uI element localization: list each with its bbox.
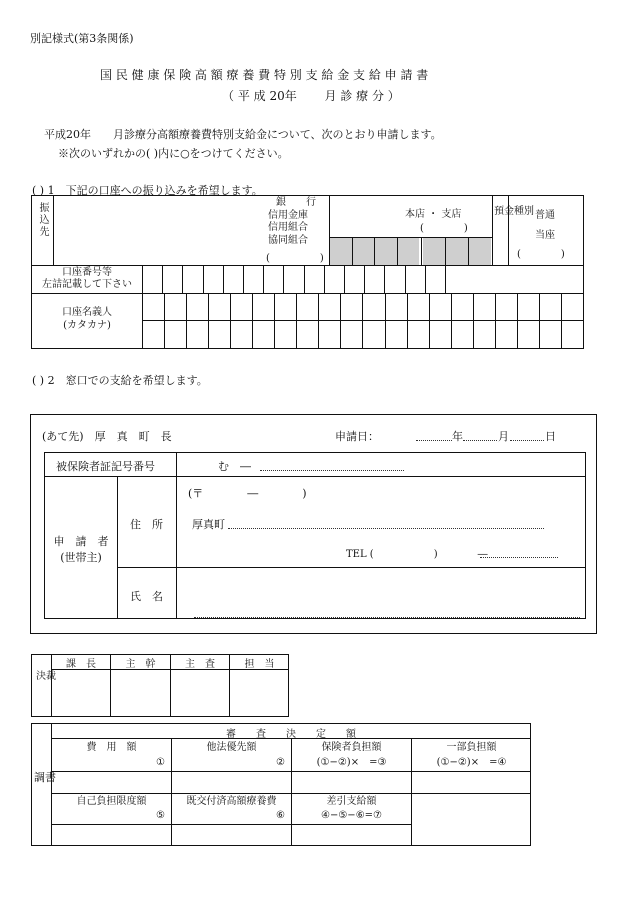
account-holder-label: 口座名義人 (カタカナ) — [62, 307, 112, 331]
month-label: 月 — [498, 430, 509, 443]
review-cost-value[interactable] — [52, 772, 171, 793]
review-insurer-share-value[interactable] — [292, 772, 411, 793]
deposit-type-current[interactable]: 当座 — [535, 230, 555, 241]
review-copay-value[interactable] — [412, 772, 531, 793]
intro-statement: 平成20年 月診療分高額療養費特別支給金について、次のとおり申請します。 — [44, 128, 442, 141]
account-holder-cells-row1[interactable] — [143, 294, 583, 320]
form-title: 国 民 健 康 保 険 高 額 療 養 費 特 別 支 給 金 支 給 申 請 書 — [100, 68, 429, 82]
approval-col-section-chief: 課 長 — [66, 659, 96, 670]
form-number: 別記様式(第3条関係) — [30, 32, 134, 45]
account-number-cells[interactable] — [143, 266, 445, 293]
name-field[interactable] — [194, 617, 580, 618]
review-limit-header: 自己負担限度額 ⑤ — [76, 796, 165, 821]
date-year-field[interactable] — [416, 440, 452, 441]
review-net-payment-value[interactable] — [292, 825, 411, 845]
bank-name-field[interactable] — [54, 196, 259, 264]
addressee: (あて先) 厚 真 町 長 — [42, 430, 172, 443]
review-paid-value[interactable] — [172, 825, 291, 845]
insured-number-label: 被保険者証記号番号 — [56, 460, 155, 473]
branch-paren: ( ) — [420, 223, 468, 234]
review-other-law-value[interactable] — [172, 772, 291, 793]
bank-code-cells[interactable] — [330, 238, 419, 265]
deposit-type-ordinary[interactable]: 普通 — [535, 210, 555, 221]
application-date-label: 申請日： — [335, 430, 379, 443]
review-other-law-header: 他法優先額 ② — [206, 742, 285, 768]
tel-field[interactable]: TEL ( ) ― — [346, 549, 488, 560]
review-paid-header: 既交付済高額療養費 ⑥ — [186, 796, 285, 821]
date-month-field[interactable] — [463, 440, 497, 441]
branch-code-cells[interactable] — [423, 238, 491, 265]
review-side-label: 調書 — [34, 771, 56, 784]
intro-instruction: ※次のいずれかの( )内に○をつけてください。 — [58, 147, 289, 160]
branch-name-field[interactable] — [330, 196, 490, 236]
deposit-paren: ( ) — [517, 249, 565, 260]
account-number-label: 口座番号等 左詰記載して下さい — [42, 267, 132, 290]
day-label: 日 — [545, 430, 556, 443]
review-limit-value[interactable] — [52, 825, 171, 845]
review-title: 審 査 決 定 額 — [226, 729, 356, 740]
insured-number-prefix: む ― — [218, 460, 251, 473]
deposit-type-label: 預金種別 — [494, 206, 534, 217]
approval-col-inspector: 主 査 — [185, 659, 215, 670]
furikomi-label: 振込先 — [37, 202, 48, 238]
bank-paren: ( ) — [266, 253, 324, 264]
branch-label: 本店 ・ 支店 — [405, 209, 462, 220]
option-transfer-label[interactable]: ( ) 1 下記の口座への振り込みを希望します。 — [32, 184, 263, 197]
date-day-field[interactable] — [510, 440, 544, 441]
address-label: 住 所 — [130, 518, 163, 531]
applicant-label: 申 請 者 (世帯主) — [53, 535, 109, 564]
year-label: 年 — [452, 430, 463, 443]
form-subtitle: （ 平 成 20年 月 診 療 分 ） — [222, 89, 400, 103]
name-label: 氏 名 — [130, 590, 163, 603]
postal-code[interactable]: (〒 ― ) — [188, 487, 307, 500]
review-insurer-share-header: 保険者負担額 (①−②)× =③ — [316, 742, 387, 768]
tel-line — [480, 557, 558, 558]
option-counter-label[interactable]: ( ) 2 窓口での支給を希望します。 — [32, 374, 208, 387]
approval-col-staff: 担 当 — [244, 659, 275, 670]
bank-type-list: 銀 行 信用金庫 信用組合 協同組合 — [268, 197, 316, 246]
review-cost-header: 費 用 額 ① — [86, 742, 165, 768]
insured-number-field[interactable] — [260, 470, 404, 471]
account-holder-cells-row2[interactable] — [143, 321, 583, 348]
address-field[interactable] — [228, 528, 544, 529]
approval-label: 決裁 — [36, 671, 56, 682]
approval-col-chief-officer: 主 幹 — [125, 659, 156, 670]
review-copay-header: 一部負担額 (①−②)× =④ — [436, 742, 507, 768]
town-name: 厚真町 — [192, 518, 225, 531]
review-net-payment-header: 差引支給額 ④−⑤−⑥=⑦ — [321, 796, 382, 821]
